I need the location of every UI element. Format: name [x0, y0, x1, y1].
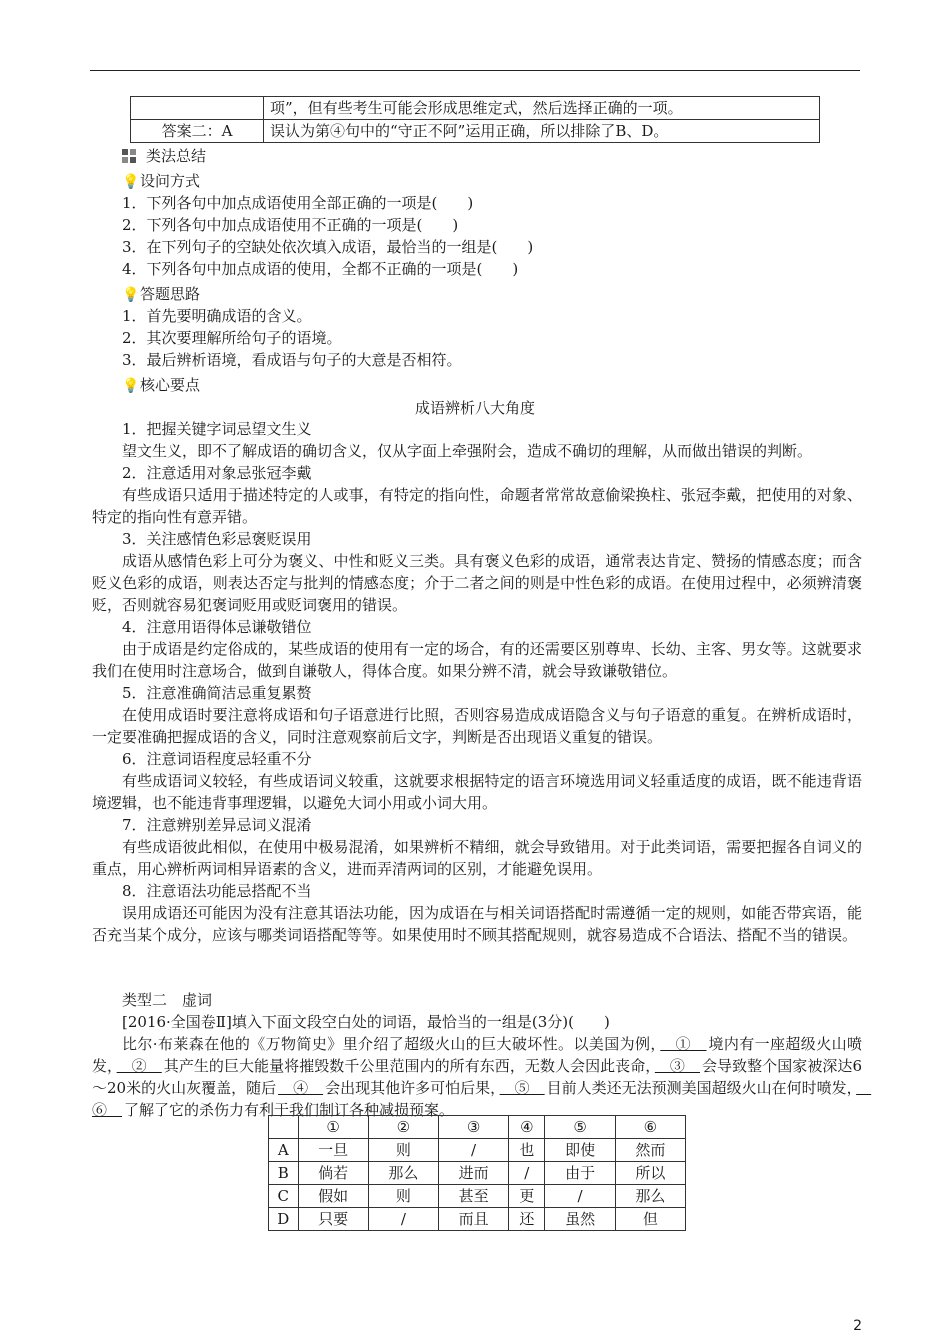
table-cell: 那么	[368, 1162, 438, 1185]
table-cell: ③	[438, 1116, 508, 1139]
table-cell: 所以	[615, 1162, 685, 1185]
table-cell: 虽然	[545, 1208, 615, 1231]
table-cell: B	[269, 1162, 299, 1185]
heading-text: 设问方式	[140, 172, 201, 190]
table-cell: 即使	[545, 1139, 615, 1162]
table-row	[131, 120, 820, 143]
table-cell: 则	[368, 1139, 438, 1162]
table-row	[269, 1208, 686, 1231]
question-stem: [2016·全国卷Ⅱ]填入下面文段空白处的词语，最恰当的一组是(3分)( )	[122, 1013, 610, 1031]
table-row	[131, 97, 820, 120]
table-cell: 更	[509, 1185, 545, 1208]
question-forms-heading	[122, 170, 200, 193]
point-heading: 4．注意用语得体忌谦敬错位	[122, 618, 312, 636]
header-rule	[90, 70, 860, 71]
page-number: 2	[853, 1318, 862, 1334]
lightbulb-icon: 💡	[122, 174, 140, 190]
point-heading: 6．注意词语程度忌轻重不分	[122, 750, 312, 768]
point-heading: 2．注意适用对象忌张冠李戴	[122, 464, 312, 482]
table-cell: 项”，但有些考生可能会形成思维定式，然后选择正确的一项。	[264, 97, 820, 120]
table-row	[269, 1139, 686, 1162]
table-cell: 则	[368, 1185, 438, 1208]
table-cell: /	[545, 1185, 615, 1208]
point-body: 成语从感情色彩上可分为褒义、中性和贬义三类。具有褒义色彩的成语，通常表达肯定、赞扬的情感态度；而含贬义色彩的成语，则表达否定与批判的情感态度；介于二者之间的则是中性色彩的成语。在使用过程中，必须辨清褒贬，否则就容易犯褒词贬用或贬词褒用的错误。	[92, 552, 862, 614]
table-cell	[269, 1116, 299, 1139]
lightbulb-icon: 💡	[122, 287, 140, 303]
answer-analysis-table	[130, 96, 820, 143]
table-cell: A	[269, 1139, 299, 1162]
table-cell: ①	[298, 1116, 368, 1139]
table-cell: 由于	[545, 1162, 615, 1185]
core-points-heading	[122, 374, 200, 397]
point-body: 有些成语彼此相似，在使用中极易混淆，如果辨析不精细，就会导致错用。对于此类词语，需要把握各自词义的重点，用心辨析两词相异语素的含义，进而弄清两词的区别，才能避免误用。	[92, 838, 862, 878]
table-cell: 假如	[298, 1185, 368, 1208]
point-body: 在使用成语时要注意将成语和句子语意进行比照，否则容易造成成语隐含义与句子语意的重复。在辨析成语时，一定要准确把握成语的含义，同时注意观察前后文字，判断是否出现语义重复的错误。	[92, 706, 862, 746]
table-cell: D	[269, 1208, 299, 1231]
table-cell: ⑤	[545, 1116, 615, 1139]
point-body: 由于成语是约定俗成的，某些成语的使用有一定的场合，有的还需要区别尊卑、长幼、主客、男女等。这就要求我们在使用时注意场合，做到自谦敬人，得体合度。如果分辨不清，就会导致谦敬错位。	[92, 640, 862, 680]
passage-text: 境内有一座超级火山喷发，	[92, 1035, 862, 1075]
blank-3: ③	[654, 1057, 700, 1075]
table-cell: 然而	[615, 1139, 685, 1162]
point-heading: 7．注意辨别差异忌词义混淆	[122, 816, 312, 834]
table-cell: /	[438, 1139, 508, 1162]
passage-text: 比尔·布莱森在他的《万物简史》里介绍了超级火山的巨大破坏性。以美国为例，	[122, 1035, 659, 1053]
table-cell: /	[509, 1162, 545, 1185]
list-item: 1．首先要明确成语的含义。	[122, 307, 312, 325]
point-heading: 8．注意语法功能忌搭配不当	[122, 882, 312, 900]
table-row	[269, 1185, 686, 1208]
point-body: 有些成语只适用于描述特定的人或事，有特定的指向性，命题者常常故意偷梁换柱、张冠李戴，把使用的对象、特定的指向性有意弄错。	[92, 486, 862, 526]
table-cell: 倘若	[298, 1162, 368, 1185]
table-cell: 也	[509, 1139, 545, 1162]
table-cell: 一旦	[298, 1139, 368, 1162]
blank-2: ②	[116, 1057, 162, 1075]
table-cell: ②	[368, 1116, 438, 1139]
passage-text: 了解了它的杀伤力有利于我们制订各种减损预案。	[124, 1101, 455, 1119]
lightbulb-icon: 💡	[122, 378, 140, 394]
summary-heading	[122, 145, 206, 167]
list-item: 2．其次要理解所给句子的语境。	[122, 329, 342, 347]
point-heading: 1．把握关键字词忌望文生义	[122, 420, 312, 438]
heading-text: 核心要点	[140, 376, 201, 394]
list-item: 3．在下列句子的空缺处依次填入成语，最恰当的一组是( )	[122, 238, 534, 256]
table-cell: 而且	[438, 1208, 508, 1231]
type2-heading: 类型二 虚词	[122, 991, 213, 1009]
cloze-passage	[92, 1033, 872, 1121]
table-cell: 但	[615, 1208, 685, 1231]
table-row	[269, 1162, 686, 1185]
point-body: 望文生义，即不了解成语的确切含义，仅从字面上牵强附会，造成不确切的理解，从而做出错误的判断。	[122, 442, 813, 460]
list-item: 4．下列各句中加点成语的使用，全都不正确的一项是( )	[122, 260, 519, 278]
table-cell: 误认为第④句中的“守正不阿”运用正确，所以排除了B、D。	[264, 120, 820, 143]
table-cell: ⑥	[615, 1116, 685, 1139]
table-header-row	[269, 1116, 686, 1139]
summary-heading-text: 类法总结	[146, 147, 207, 165]
list-item: 3．最后辨析语境，看成语与句子的大意是否相符。	[122, 351, 462, 369]
table-cell: 只要	[298, 1208, 368, 1231]
table-cell: 甚至	[438, 1185, 508, 1208]
table-cell: 那么	[615, 1185, 685, 1208]
answer-ideas-heading	[122, 283, 200, 306]
table-cell: 进而	[438, 1162, 508, 1185]
grid-icon	[122, 149, 136, 163]
table-cell: ④	[509, 1116, 545, 1139]
point-heading: 3．关注感情色彩忌褒贬误用	[122, 530, 312, 548]
heading-text: 答题思路	[140, 285, 201, 303]
point-body: 误用成语还可能因为没有注意其语法功能，因为成语在与相关词语搭配时需遵循一定的规则，如能否带宾语，能否充当某个成分，应该与哪类词语搭配等等。如果使用时不顾其搭配规则，就容易造成不合语法、搭配不当的错误。	[92, 904, 862, 944]
list-item: 1．下列各句中加点成语使用全部正确的一项是( )	[122, 194, 474, 212]
passage-text: 目前人类还无法预测美国超级火山在何时喷发，	[546, 1079, 855, 1097]
blank-5: ⑤	[499, 1079, 545, 1097]
table-cell: 答案二：A	[131, 120, 264, 143]
passage-text: 会导致整个国家被深达6～20米的火山灰覆盖，随后	[92, 1057, 862, 1097]
point-heading: 5．注意准确简洁忌重复累赘	[122, 684, 312, 702]
section-title: 成语辨析八大角度	[414, 399, 535, 417]
table-cell: 还	[509, 1208, 545, 1231]
blank-1: ①	[660, 1035, 707, 1053]
blank-4: ④	[278, 1079, 324, 1097]
blank-6: ⑥	[92, 1079, 872, 1119]
passage-text: 其产生的巨大能量将摧毁数千公里范围内的所有东西，无数人会因此丧命，	[163, 1057, 653, 1075]
table-cell	[131, 97, 264, 120]
options-table	[268, 1115, 686, 1231]
list-item: 2．下列各句中加点成语使用不正确的一项是( )	[122, 216, 459, 234]
table-cell: C	[269, 1185, 299, 1208]
table-cell: /	[368, 1208, 438, 1231]
passage-text: 会出现其他许多可怕后果，	[325, 1079, 498, 1097]
point-body: 有些成语词义较轻，有些成语词义较重，这就要求根据特定的语言环境选用词义轻重适度的成语，既不能违背语境逻辑，也不能违背事理逻辑，以避免大词小用或小词大用。	[92, 772, 862, 812]
